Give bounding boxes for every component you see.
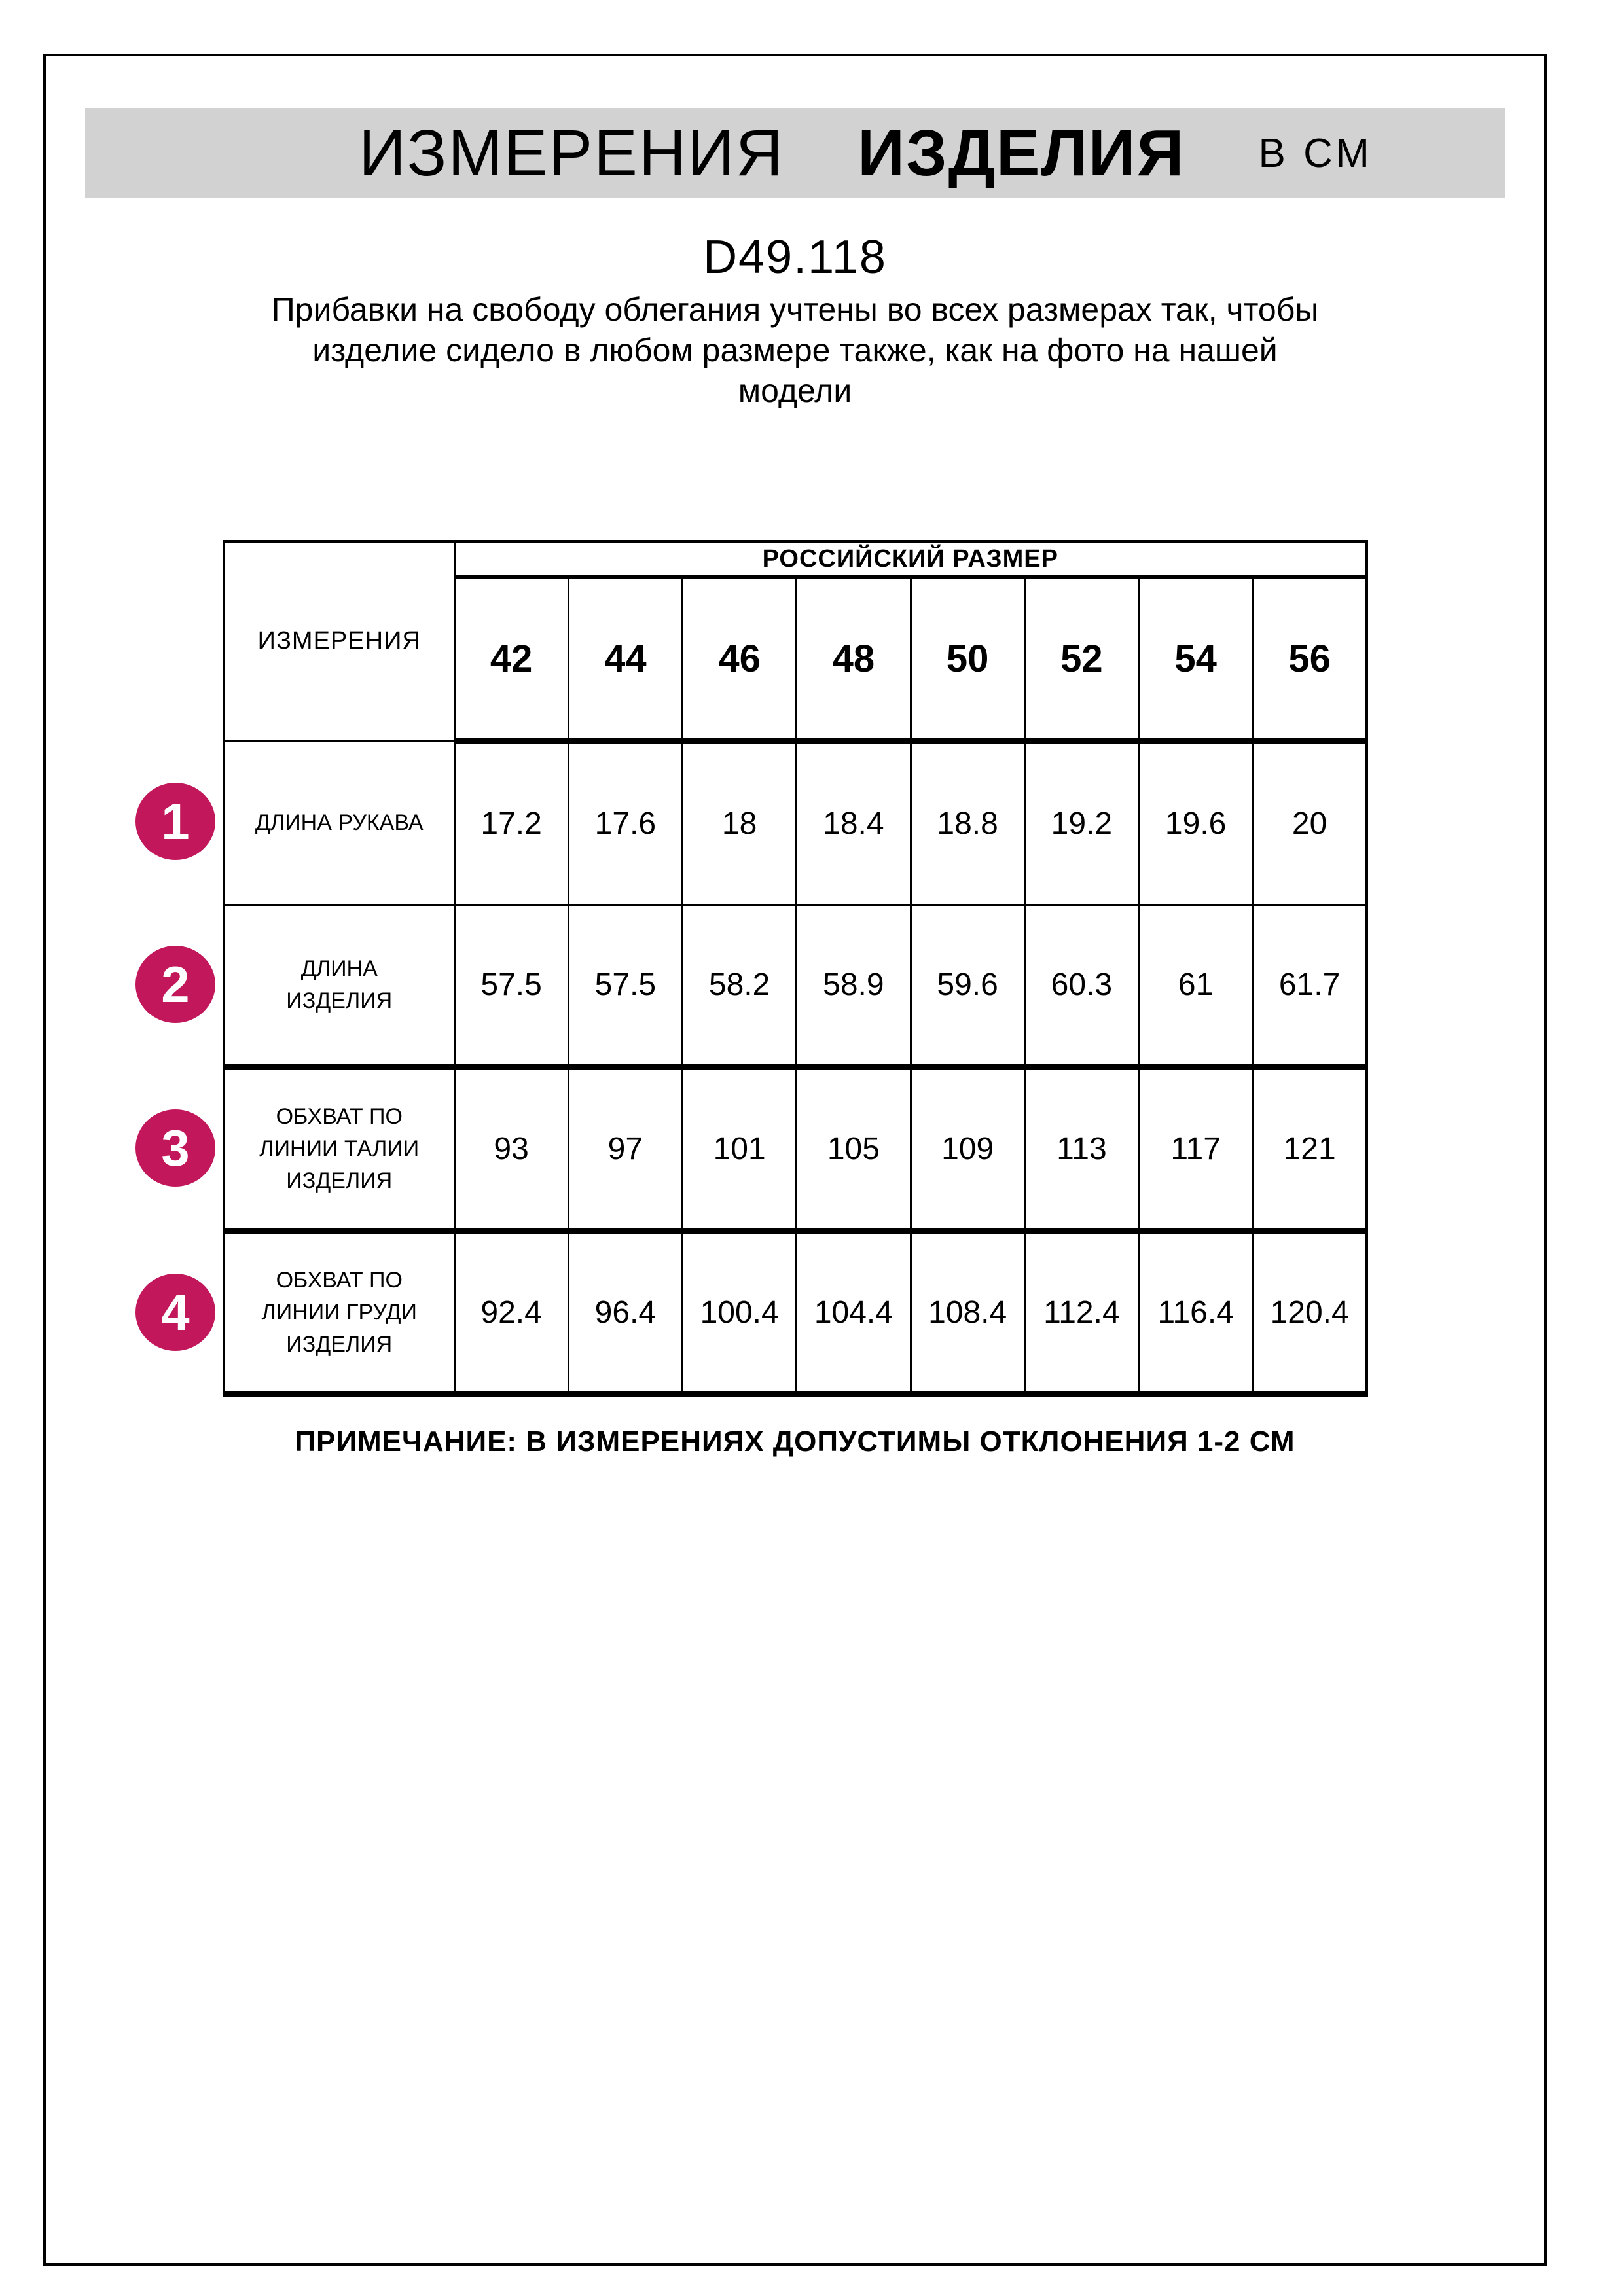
measure-label-line: ИЗДЕЛИЯ [286,1331,393,1357]
group-header-cell: РОССИЙСКИЙ РАЗМЕР [454,541,1367,577]
size-header-cell: 50 [911,577,1024,741]
row-number: 1 [161,793,190,850]
corner-header-cell: ИЗМЕРЕНИЯ [224,541,454,741]
size-header-cell: 42 [454,577,568,741]
fit-description [43,289,1547,411]
tolerance-note: ПРИМЕЧАНИЕ: В ИЗМЕРЕНИЯХ ДОПУСТИМЫ ОТКЛОНЕНИЯ 1-2 СМ [295,1426,1295,1458]
title-bar [85,108,1505,198]
style-code: D49.118 [703,231,887,283]
measure-row-chest-girth [224,1230,1367,1394]
value-cell: 19.2 [1024,741,1138,905]
measure-label-line: ЛИНИИ ТАЛИИ [259,1136,420,1161]
measure-label-cell [224,1067,454,1230]
value-cell: 109 [911,1067,1024,1230]
value-cell: 57.5 [454,905,568,1067]
row-number: 2 [161,956,190,1013]
size-header-cell: 54 [1139,577,1253,741]
description-line: Прибавки на свободу облегания учтены во всех размерах так, чтобы [271,291,1319,328]
measure-label-line: ИЗДЕЛИЯ [286,1168,393,1193]
size-table [223,540,1368,1397]
value-cell: 113 [1024,1067,1138,1230]
measure-label-line: ИЗДЕЛИЯ [286,988,393,1013]
row-number: 4 [161,1283,190,1341]
title-word-product: ИЗДЕЛИЯ [857,116,1185,190]
value-cell: 101 [683,1067,797,1230]
value-cell: 97 [568,1067,682,1230]
value-cell: 18 [683,741,797,905]
value-cell: 18.4 [797,741,911,905]
row-number-badge [135,946,215,1023]
value-cell: 61 [1139,905,1253,1067]
value-cell: 105 [797,1067,911,1230]
row-number-badge [135,1274,215,1351]
value-cell: 117 [1139,1067,1253,1230]
value-cell: 92.4 [454,1230,568,1394]
measure-label-line: ЛИНИИ ГРУДИ [261,1299,417,1325]
value-cell: 59.6 [911,905,1024,1067]
size-header-cell: 46 [683,577,797,741]
measure-label-cell [224,1230,454,1394]
value-cell: 121 [1253,1067,1367,1230]
row-number: 3 [161,1119,190,1177]
value-cell: 104.4 [797,1230,911,1394]
row-number-badge [135,783,215,860]
description-line: изделие сидело в любом размере также, как на фото на нашей [312,332,1278,368]
size-header-cell: 52 [1024,577,1138,741]
measure-label-line: ДЛИНА [300,956,378,981]
measure-row-sleeve-length [224,741,1367,905]
page-title [156,108,1576,198]
size-header-cell: 44 [568,577,682,741]
measure-label-line: ОБХВАТ ПО [276,1267,403,1293]
value-cell: 61.7 [1253,905,1367,1067]
value-cell: 93 [454,1067,568,1230]
measure-label-cell [224,741,454,905]
size-header-cell: 56 [1253,577,1367,741]
measure-label-cell [224,905,454,1067]
measure-label-line: ОБХВАТ ПО [276,1103,403,1129]
value-cell: 100.4 [683,1230,797,1394]
group-header-row [224,541,1367,577]
value-cell: 19.6 [1139,741,1253,905]
value-cell: 108.4 [911,1230,1024,1394]
value-cell: 17.6 [568,741,682,905]
value-cell: 58.9 [797,905,911,1067]
value-cell: 96.4 [568,1230,682,1394]
value-cell: 112.4 [1024,1230,1138,1394]
value-cell: 18.8 [911,741,1024,905]
measure-row-garment-length [224,905,1367,1067]
size-header-cell: 48 [797,577,911,741]
value-cell: 116.4 [1139,1230,1253,1394]
title-word-measurements: ИЗМЕРЕНИЯ [359,116,785,190]
value-cell: 57.5 [568,905,682,1067]
measure-row-waist-girth [224,1067,1367,1230]
description-line: модели [738,372,852,409]
value-cell: 20 [1253,741,1367,905]
value-cell: 17.2 [454,741,568,905]
value-cell: 58.2 [683,905,797,1067]
measure-label-line: ДЛИНА РУКАВА [255,810,424,835]
value-cell: 60.3 [1024,905,1138,1067]
title-unit-label: В СМ [1258,130,1373,176]
row-number-badge [135,1109,215,1187]
value-cell: 120.4 [1253,1230,1367,1394]
